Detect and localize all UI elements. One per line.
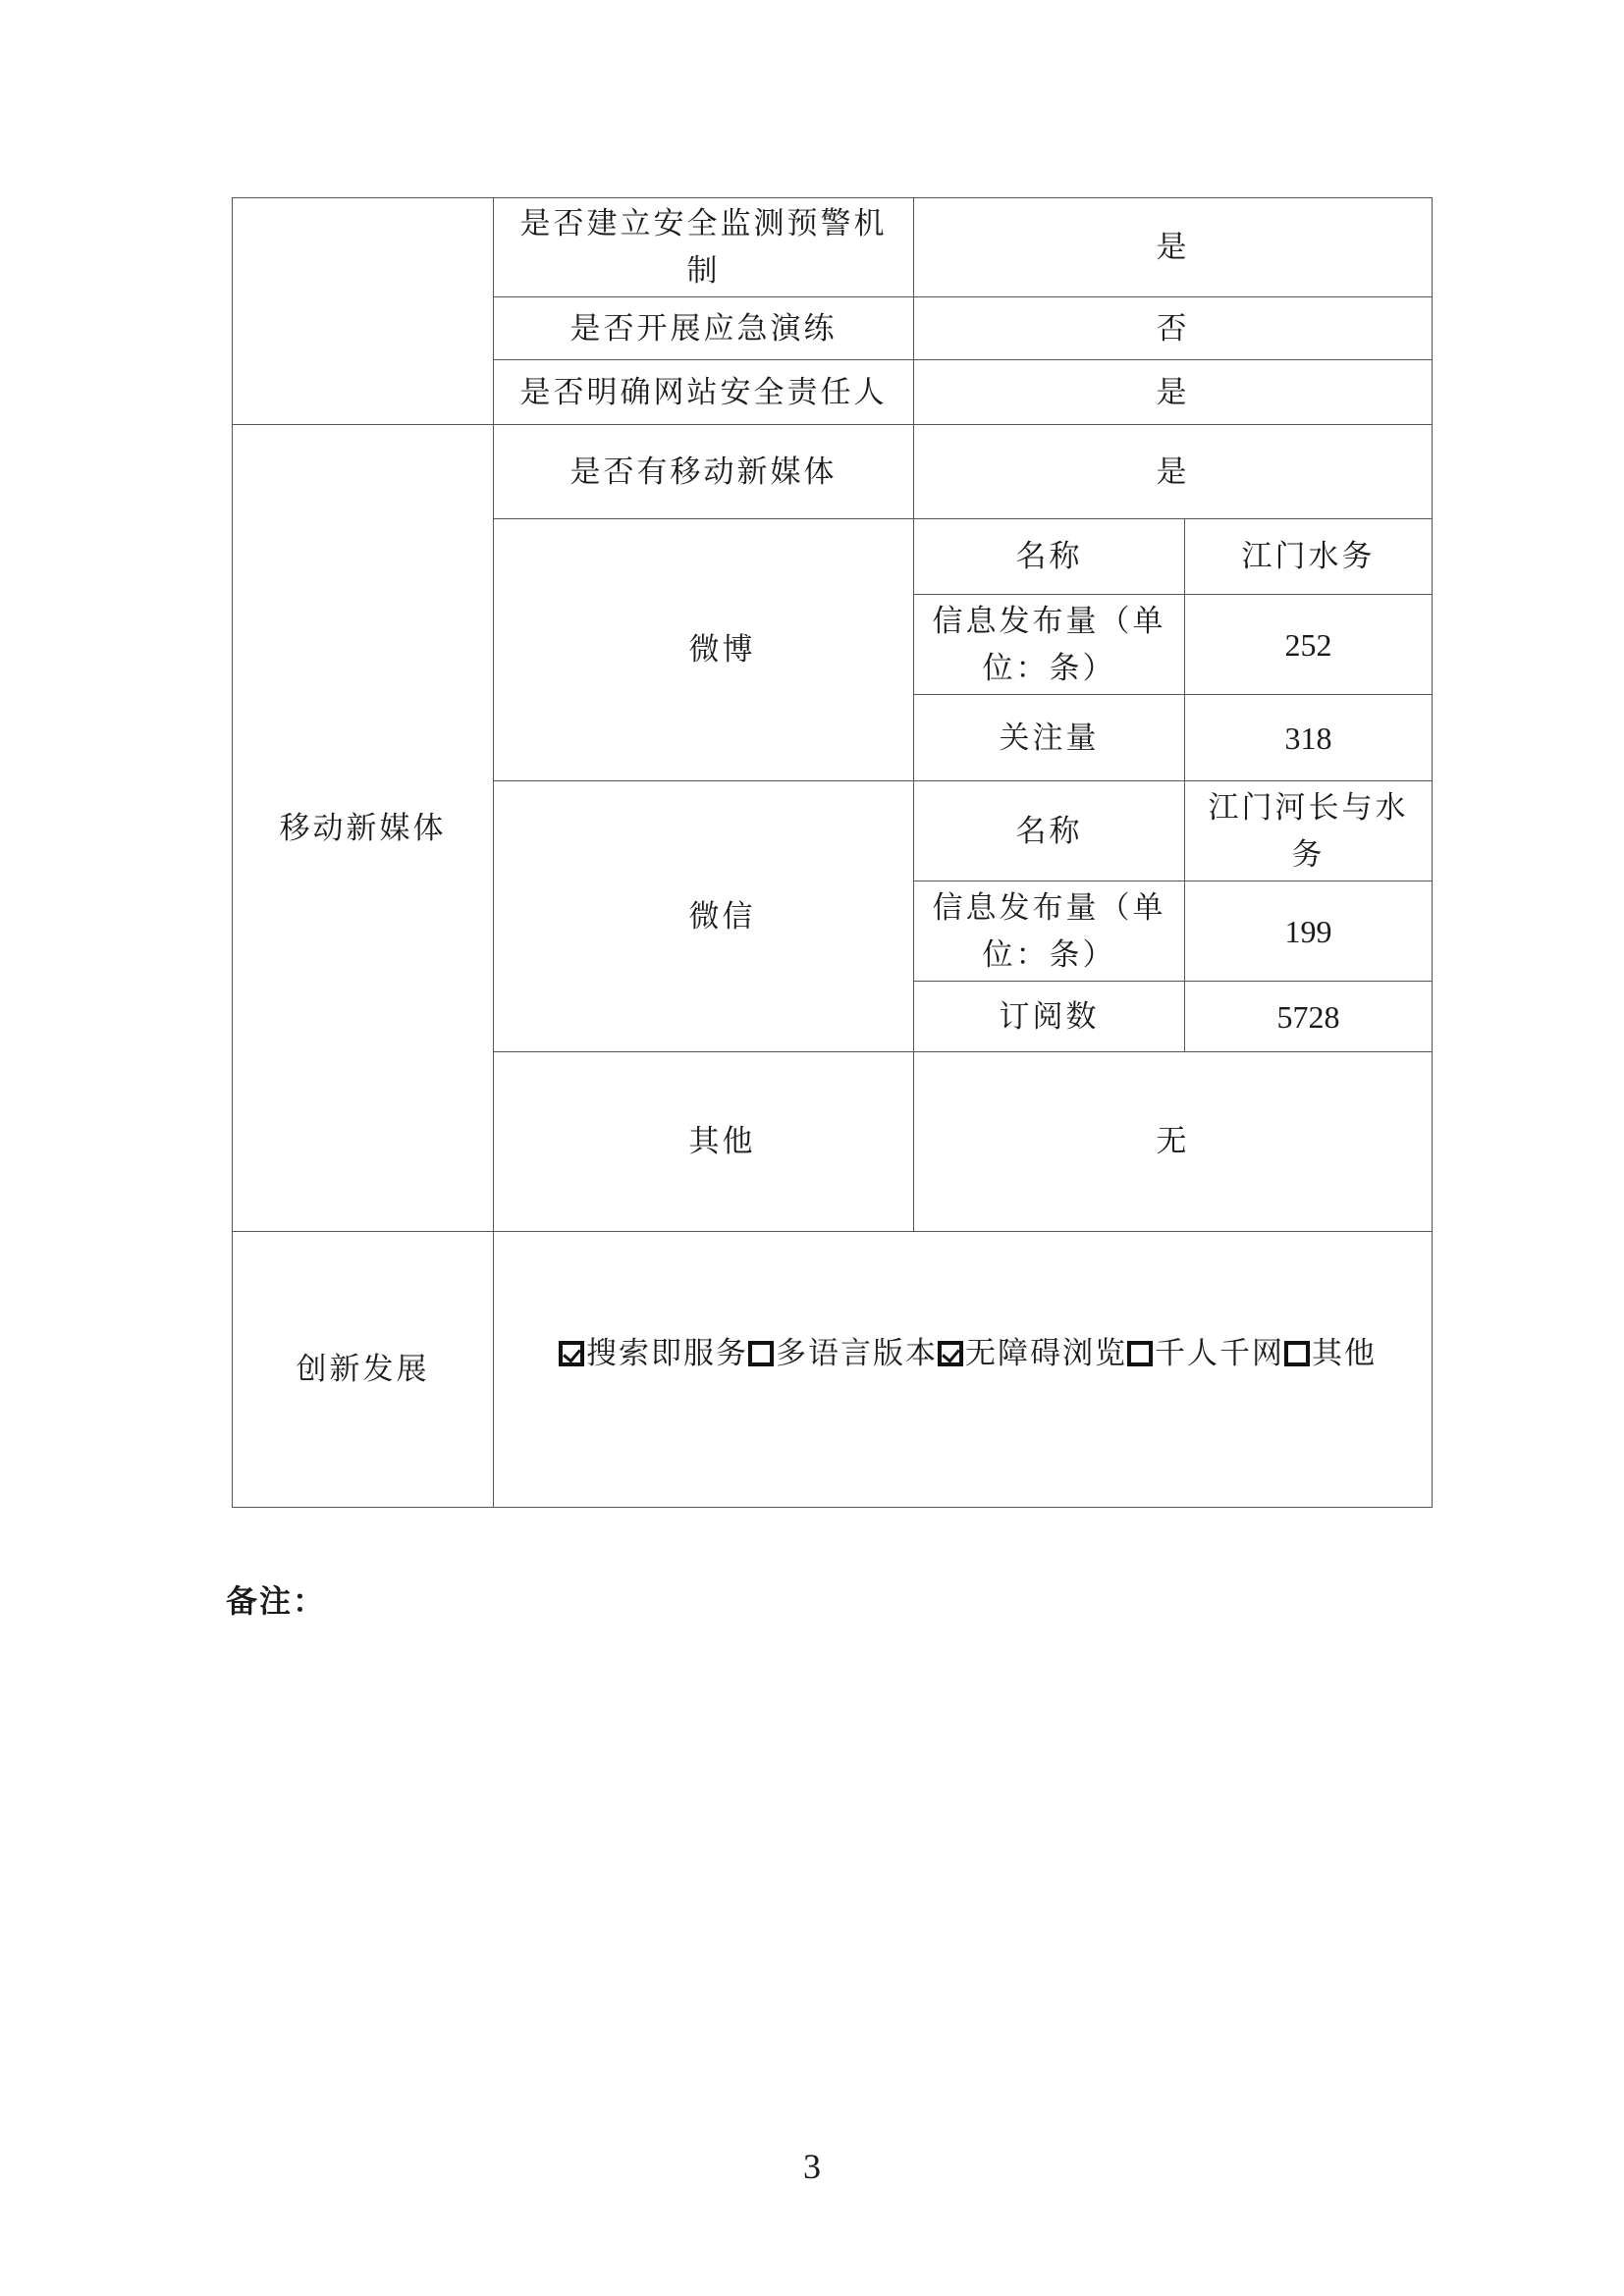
remark-label: 备注： <box>226 1582 327 1620</box>
other-media-label: 其他 <box>494 1052 914 1232</box>
weibo-name-label: 名称 <box>914 519 1185 595</box>
unchecked-checkbox-icon[interactable] <box>1284 1341 1310 1366</box>
government-website-report-table <box>232 197 1433 1508</box>
weibo-name-value: 江门水务 <box>1185 519 1433 595</box>
table-row <box>233 198 1433 297</box>
wechat-posts-label: 信息发布量（单位：条） <box>914 881 1185 982</box>
innovation-options <box>494 1232 1433 1508</box>
security-row-value: 否 <box>914 297 1433 360</box>
wechat-name-label: 名称 <box>914 781 1185 881</box>
wechat-sub-value: 5728 <box>1185 982 1433 1052</box>
innovation-option[interactable]: 其他 <box>1284 1330 1377 1377</box>
page-number: 3 <box>803 2147 821 2186</box>
weibo-posts-value: 252 <box>1185 595 1433 695</box>
security-row-label: 是否开展应急演练 <box>494 297 914 360</box>
security-row-value: 是 <box>914 198 1433 297</box>
has-mobile-media-value: 是 <box>914 425 1433 519</box>
other-media-value: 无 <box>914 1052 1433 1232</box>
innovation-option[interactable]: 千人千网 <box>1127 1330 1284 1377</box>
innovation-option[interactable]: 多语言版本 <box>748 1330 938 1377</box>
checked-checkbox-icon[interactable] <box>938 1341 963 1366</box>
mobile-media-group-label: 移动新媒体 <box>233 425 494 1232</box>
security-group-cell <box>233 198 494 425</box>
innovation-label: 创新发展 <box>233 1232 494 1508</box>
checked-checkbox-icon[interactable] <box>559 1341 584 1366</box>
weibo-follow-label: 关注量 <box>914 695 1185 781</box>
table-row <box>233 425 1433 519</box>
wechat-name-value: 江门河长与水务 <box>1185 781 1433 881</box>
security-row-label: 是否建立安全监测预警机制 <box>494 198 914 297</box>
innovation-option[interactable]: 搜索即服务 <box>559 1330 748 1377</box>
security-row-label: 是否明确网站安全责任人 <box>494 360 914 425</box>
innovation-option[interactable]: 无障碍浏览 <box>938 1330 1127 1377</box>
wechat-label: 微信 <box>494 781 914 1052</box>
has-mobile-media-label: 是否有移动新媒体 <box>494 425 914 519</box>
unchecked-checkbox-icon[interactable] <box>1127 1341 1153 1366</box>
weibo-label: 微博 <box>494 519 914 781</box>
wechat-sub-label: 订阅数 <box>914 982 1185 1052</box>
weibo-follow-value: 318 <box>1185 695 1433 781</box>
weibo-posts-label: 信息发布量（单位：条） <box>914 595 1185 695</box>
security-row-value: 是 <box>914 360 1433 425</box>
unchecked-checkbox-icon[interactable] <box>748 1341 774 1366</box>
table-row <box>233 1232 1433 1508</box>
wechat-posts-value: 199 <box>1185 881 1433 982</box>
